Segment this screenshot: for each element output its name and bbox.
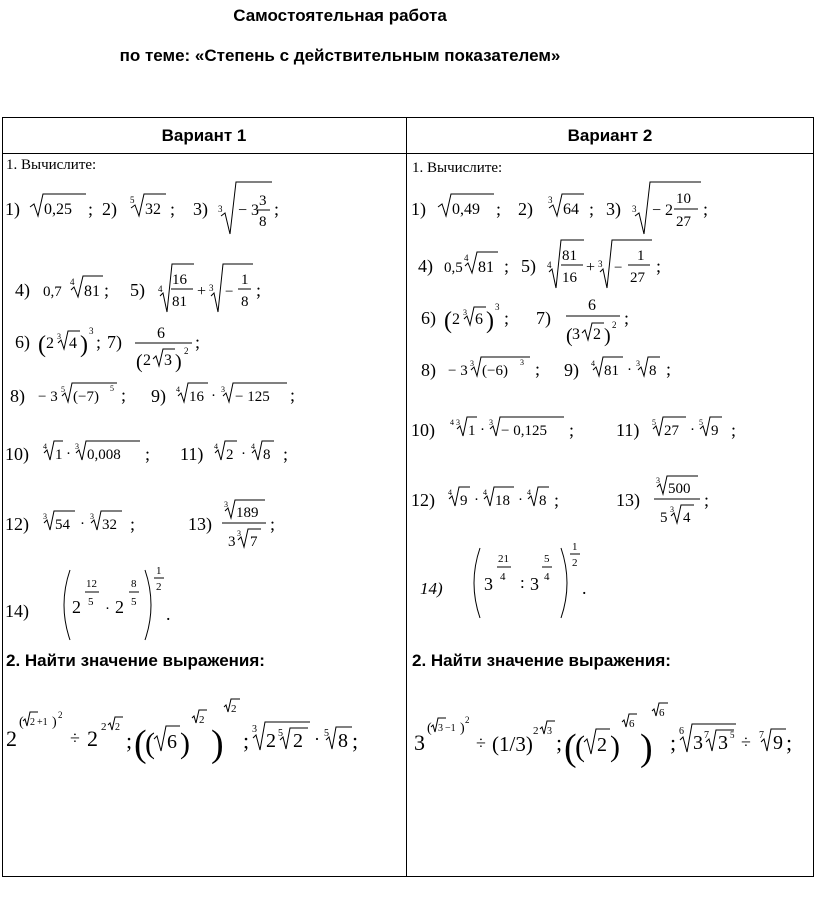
- v1-problem-13: [188, 500, 275, 550]
- v1-problem-10: [5, 441, 150, 465]
- v2-idx3: 3: [632, 204, 637, 214]
- v2-sep3: ;: [703, 199, 709, 219]
- v2-e14anum: 21: [498, 553, 509, 565]
- v2-r11b: 9: [711, 423, 719, 439]
- v2-expr-semi2: ;: [670, 730, 677, 755]
- v1-e14num: 1: [156, 565, 162, 577]
- v2-expr-b-exp-r: 3: [547, 726, 552, 737]
- v1-r3den: 8: [259, 214, 267, 230]
- v2-n2: 2): [518, 199, 533, 219]
- v1-expr-e-idx: 5: [324, 728, 329, 739]
- v2-problem-1: [411, 194, 501, 220]
- v2-exp7: 2: [612, 320, 617, 330]
- v1-r5den2: 8: [241, 294, 249, 310]
- v1-idx13a: 3: [224, 500, 228, 509]
- v2-expr-e-idx: 7: [759, 730, 764, 741]
- v2-problem-10: [411, 417, 574, 441]
- v2-expr-semi3: ;: [786, 730, 793, 755]
- v1-r4: 81: [84, 283, 100, 300]
- v2-e14bden: 4: [544, 571, 550, 583]
- v1-problem-11: [180, 441, 288, 465]
- v2-dot12a: ·: [474, 492, 479, 508]
- v1-expr-a-base: 2: [6, 726, 17, 751]
- v2-c8: − 3: [448, 363, 468, 379]
- v2-n5: 5): [521, 256, 536, 276]
- v2-e14den: 2: [572, 557, 578, 569]
- v2-expr-c-in: 2: [597, 734, 607, 756]
- v1-r5minus: −: [225, 284, 234, 300]
- v1-c6: 2: [46, 335, 54, 352]
- v2-idx12c: 4: [527, 488, 531, 497]
- v1-c13: 3: [228, 534, 236, 550]
- v2-sep14: .: [582, 578, 587, 598]
- v2-n8: 8): [421, 360, 436, 380]
- v2-expr-d-idx2: 7: [704, 730, 709, 741]
- v1-sep13: ;: [270, 514, 276, 534]
- variant1-title: Вариант 1: [161, 126, 247, 145]
- v2-problem-4: [418, 252, 509, 277]
- v2-r3den: 27: [676, 214, 691, 230]
- v2-sep13: ;: [704, 490, 710, 510]
- v1-sep9: ;: [290, 385, 296, 405]
- v2-r5den2: 27: [630, 270, 645, 286]
- v2-n1: 1): [411, 199, 426, 219]
- v2-r3num: 10: [676, 191, 691, 207]
- v2-problem-2: [518, 194, 594, 220]
- v1-idx5a: 4: [158, 284, 163, 294]
- v2-sep4: ;: [504, 256, 510, 276]
- v2-expr-d-in: 3: [718, 732, 728, 754]
- v1-r3a: − 3: [238, 202, 260, 219]
- variant1-task1-label: 1. Вычислите:: [6, 157, 97, 173]
- v2-idx6: 3: [463, 308, 467, 317]
- svg-text:(: (: [134, 723, 147, 765]
- v1-expr-b-base: 2: [87, 726, 98, 751]
- v2-exp8: 3: [520, 358, 524, 367]
- v1-expr-a-exp-in: 2: [30, 717, 35, 728]
- v1-r1: 0,25: [44, 201, 72, 218]
- svg-text:(: (: [566, 325, 573, 347]
- v2-colon14: :: [520, 573, 525, 592]
- v1-sep12: ;: [130, 514, 136, 534]
- v2-problem-3: [606, 182, 708, 234]
- v2-idx13a: 3: [656, 476, 660, 485]
- v2-idx9a: 4: [591, 359, 595, 368]
- v2-expr-d-pow: 5: [730, 730, 735, 740]
- v2-expr-a-exp-pow: 2: [465, 715, 470, 725]
- v2-problem-9: [564, 357, 671, 381]
- v1-r5num: 16: [172, 272, 187, 288]
- v1-n6: 6): [15, 332, 30, 352]
- v2-n12: 12): [411, 490, 435, 510]
- v1-exp7: 2: [184, 346, 189, 356]
- v2-plus5: +: [586, 259, 596, 276]
- v1-r2: 32: [145, 201, 161, 218]
- v1-n12: 12): [5, 514, 29, 534]
- v1-c4: 0,7: [43, 284, 62, 300]
- v1-expr-d-idx: 3: [252, 724, 257, 735]
- v1-problem-1: [5, 194, 93, 220]
- v1-expr-e-in: 8: [338, 730, 348, 752]
- v1-c7: 2: [143, 352, 151, 369]
- v1-r5den: 81: [172, 294, 187, 310]
- v1-problem-9: [151, 383, 295, 407]
- v2-n10: 10): [411, 420, 435, 440]
- v1-sep3: ;: [274, 199, 280, 219]
- v1-idx4: 4: [70, 277, 75, 287]
- svg-text:): ): [211, 723, 224, 765]
- v2-e14aden: 4: [500, 571, 506, 583]
- v1-problem-14: [5, 565, 171, 640]
- v1-idx10b: 3: [75, 442, 79, 451]
- v1-expr-semi2: ;: [243, 728, 250, 753]
- v1-expr-a-exp-plus: +1: [37, 717, 48, 728]
- v1-idx5b: 3: [209, 283, 214, 293]
- svg-text:): ): [80, 332, 88, 358]
- v2-exp6: 3: [495, 302, 500, 312]
- v1-n14: 14): [5, 601, 29, 621]
- v1-sep2: ;: [170, 199, 176, 219]
- v2-n13: 13): [616, 490, 640, 510]
- v1-expr-d-idx2: 5: [278, 728, 283, 739]
- v1-idx9b: 3: [221, 385, 225, 394]
- v1-dot11: ·: [241, 446, 246, 462]
- v1-n10: 10): [5, 444, 29, 464]
- v1-num7: 6: [157, 325, 165, 342]
- v2-n3: 3): [606, 199, 621, 219]
- v2-e14bnum: 5: [544, 553, 550, 565]
- variant2-task2-label: 2. Найти значение выражения:: [412, 651, 671, 670]
- v1-sep1: ;: [88, 199, 94, 219]
- variant2-expression: [406, 690, 814, 790]
- v1-expr-b-exp: 2: [101, 721, 107, 733]
- v2-r1: 0,49: [452, 201, 480, 218]
- v1-idx12a: 3: [43, 512, 47, 521]
- v1-dot12: ·: [80, 516, 85, 532]
- v1-idx6: 3: [57, 332, 61, 341]
- v2-sep5: ;: [656, 256, 662, 276]
- v2-expr-b: (1/3): [492, 732, 533, 756]
- v1-dot9: ·: [211, 388, 216, 404]
- v2-c13: 5: [660, 510, 668, 526]
- v2-sep1: ;: [496, 199, 502, 219]
- v2-idx12b: 4: [483, 488, 487, 497]
- v2-r12b: 18: [495, 493, 510, 509]
- svg-text:(: (: [145, 727, 155, 760]
- v1-n7: 7): [107, 332, 122, 352]
- v2-idx13b: 3: [670, 505, 674, 514]
- v2-r9a: 81: [604, 363, 619, 379]
- v2-idx11a: 5: [652, 418, 656, 427]
- v2-b14b: 3: [530, 574, 539, 594]
- v1-dot14: ·: [105, 601, 110, 617]
- v2-dot11: ·: [690, 422, 695, 438]
- svg-text:): ): [604, 325, 611, 347]
- v2-idx10b: 3: [489, 418, 493, 427]
- v1-e14aden: 5: [88, 596, 94, 608]
- v2-problem-8: [421, 357, 540, 381]
- v2-problem-13: [616, 476, 709, 526]
- v2-problem-6: [421, 302, 509, 334]
- v2-sep10: ;: [569, 420, 575, 440]
- v2-sep12: ;: [554, 490, 560, 510]
- v2-r8: (−6): [482, 363, 508, 379]
- v2-n14: 14): [420, 579, 443, 598]
- v1-expr-c-exp1: 2: [199, 714, 205, 726]
- v2-r5num: 81: [562, 248, 577, 264]
- v2-idx2: 3: [548, 195, 553, 205]
- v1-e14bden: 5: [131, 596, 137, 608]
- v2-b14a: 3: [484, 574, 493, 594]
- v2-r13den: 4: [683, 510, 691, 526]
- v2-sep11: ;: [731, 420, 737, 440]
- v1-idx12b: 3: [90, 512, 94, 521]
- svg-text:(: (: [575, 730, 585, 763]
- v1-expr-d-in2: 2: [293, 730, 303, 752]
- v2-expr-d-c: 3: [693, 732, 703, 754]
- v2-idx5a: 4: [547, 260, 552, 270]
- v2-problem-7: [536, 297, 629, 347]
- v1-e14bnum: 8: [131, 578, 137, 590]
- v1-r9b: − 125: [235, 389, 270, 405]
- v2-expr-c-exp2: 6: [659, 707, 665, 719]
- v1-idx9a: 4: [176, 385, 180, 394]
- v1-e14den: 2: [156, 581, 162, 593]
- v1-expr-dot: ·: [314, 729, 320, 749]
- v1-expr-d-in1: 2: [266, 730, 276, 752]
- v1-expr-div: ÷: [70, 728, 80, 748]
- v1-e14anum: 12: [86, 578, 97, 590]
- v1-expr-c-in: 6: [167, 731, 177, 753]
- svg-text:): ): [486, 308, 494, 334]
- v2-dot12b: ·: [518, 492, 523, 508]
- v1-r5num2: 1: [241, 272, 249, 288]
- v2-dot10: ·: [480, 422, 485, 438]
- v1-r11a: 2: [226, 447, 234, 463]
- v1-sep14: .: [166, 604, 171, 624]
- v1-n3: 3): [193, 199, 208, 219]
- v2-r12a: 9: [460, 493, 468, 509]
- v1-n11: 11): [180, 444, 204, 464]
- svg-text:): ): [52, 715, 57, 730]
- v1-expr-semi1: ;: [126, 728, 133, 753]
- svg-text:(: (: [564, 727, 577, 769]
- v1-r12a: 54: [55, 517, 70, 533]
- v2-idx11b: 5: [699, 418, 703, 427]
- v2-expr-b-exp: 2: [533, 725, 539, 737]
- svg-text:): ): [460, 721, 465, 736]
- v1-expr-semi3: ;: [352, 728, 359, 753]
- v1-n5: 5): [130, 280, 145, 300]
- v1-r13den: 7: [250, 534, 258, 550]
- v2-idx9b: 3: [636, 359, 640, 368]
- v2-idx12a: 4: [448, 488, 452, 497]
- variant2-task1-label: 1. Вычислите:: [412, 160, 503, 176]
- v1-exp6: 3: [89, 326, 94, 336]
- v1-b14a: 2: [72, 597, 81, 617]
- v1-idx11a: 4: [214, 442, 218, 451]
- svg-text:): ): [180, 727, 190, 760]
- v2-c7: 3: [572, 326, 580, 343]
- v2-r13num: 500: [668, 481, 691, 497]
- v2-r7: 2: [593, 326, 601, 343]
- v2-expr-d-idx: 6: [679, 726, 684, 737]
- v2-r6: 6: [475, 311, 483, 328]
- svg-text:(: (: [427, 721, 432, 736]
- svg-text:): ): [640, 727, 653, 769]
- header-line2: по теме: «Степень с действительным показателем»: [119, 46, 561, 65]
- v1-sep6: ;: [96, 332, 102, 352]
- v2-r10b: − 0,125: [501, 423, 547, 439]
- variant1-problems: [0, 150, 406, 650]
- v2-expr-a-exp-minus: −1: [445, 723, 456, 734]
- v2-r9b: 8: [649, 363, 657, 379]
- v1-idx11b: 4: [251, 442, 255, 451]
- v1-n8: 8): [10, 386, 25, 406]
- v1-problem-4: [15, 276, 109, 301]
- v1-n4: 4): [15, 280, 30, 300]
- v1-plus5: +: [197, 283, 207, 300]
- v2-problem-5: [521, 240, 661, 288]
- v2-idx4: 4: [464, 253, 469, 263]
- v2-sep2: ;: [589, 199, 595, 219]
- svg-text:): ): [175, 351, 182, 373]
- svg-text:(: (: [38, 332, 46, 358]
- v2-r5minus: −: [614, 260, 623, 276]
- header-line1: Самостоятельная работа: [233, 6, 447, 25]
- v1-sep7: ;: [195, 332, 201, 352]
- v2-n6: 6): [421, 308, 436, 328]
- v1-r13num: 189: [236, 505, 259, 521]
- v2-expr-a-base: 3: [414, 730, 425, 755]
- v2-n4: 4): [418, 256, 433, 276]
- v1-idx10a: 4: [43, 442, 47, 451]
- v2-r2: 64: [563, 201, 579, 218]
- v1-n2: 2): [102, 199, 117, 219]
- v1-c8: − 3: [38, 389, 58, 405]
- v1-r3num: 3: [259, 193, 267, 209]
- v1-r6: 4: [69, 335, 77, 352]
- v2-expr-div: ÷: [476, 733, 486, 753]
- variant2-problems: [406, 150, 814, 650]
- v2-dot9: ·: [627, 362, 632, 378]
- v2-problem-11: [616, 417, 736, 441]
- v2-idx10a: 3: [456, 418, 460, 427]
- v1-problem-12: [5, 511, 135, 535]
- v1-n13: 13): [188, 514, 212, 534]
- v2-problem-12: [411, 487, 559, 511]
- v2-r5den: 16: [562, 270, 577, 286]
- v1-r12b: 32: [102, 517, 117, 533]
- v2-n7: 7): [536, 308, 551, 328]
- svg-text:(: (: [19, 715, 24, 730]
- v2-idx8: 3: [470, 359, 474, 368]
- v2-n9: 9): [564, 360, 579, 380]
- v1-problem-8: [10, 383, 126, 407]
- v2-r10a: 1: [468, 423, 476, 439]
- v1-idx13b: 3: [237, 529, 241, 538]
- v1-n9: 9): [151, 386, 166, 406]
- v1-expr-c-exp2: 2: [231, 703, 237, 715]
- v1-n1: 1): [5, 199, 20, 219]
- v1-problem-5: [130, 264, 261, 312]
- v2-idx5b: 3: [598, 259, 603, 269]
- v1-r8: (−7): [73, 389, 99, 405]
- v1-problem-2: [102, 194, 175, 220]
- v2-r4: 81: [478, 259, 494, 276]
- v2-r12c: 8: [539, 493, 547, 509]
- v2-c6: 2: [452, 311, 460, 328]
- v1-r9a: 16: [189, 389, 204, 405]
- v2-r5num2: 1: [637, 248, 645, 264]
- svg-text:(: (: [444, 308, 452, 334]
- variant2-title: Вариант 2: [567, 126, 653, 145]
- v2-expr-e-in: 9: [773, 732, 783, 754]
- v2-c4: 0,5: [444, 260, 463, 276]
- v2-expr-div2: ÷: [741, 732, 751, 752]
- v2-problem-14: [420, 541, 587, 618]
- v2-num7: 6: [588, 297, 596, 314]
- v1-sep8: ;: [121, 385, 127, 405]
- svg-text:): ): [610, 730, 620, 763]
- v1-expr-b-exp-r: 2: [115, 722, 120, 733]
- v1-sep5: ;: [256, 280, 262, 300]
- v1-sep4: ;: [104, 280, 110, 300]
- v2-r11a: 27: [664, 423, 679, 439]
- v1-expr-a-exp-pow: 2: [58, 710, 63, 720]
- v1-problem-7: [107, 325, 200, 373]
- svg-text:(: (: [136, 351, 143, 373]
- v1-exp8: 5: [110, 384, 114, 393]
- v1-b14b: 2: [115, 597, 124, 617]
- v2-expr-a-exp-in: 3: [438, 723, 443, 734]
- v1-r10b: 0,008: [87, 447, 121, 463]
- v1-dot10: ·: [66, 446, 71, 462]
- variant1-task2-label: 2. Найти значение выражения:: [6, 651, 265, 670]
- v2-n11: 11): [616, 420, 640, 440]
- v1-idx2: 5: [130, 195, 135, 205]
- v1-r7: 3: [164, 352, 172, 369]
- v2-sep8: ;: [535, 359, 541, 379]
- v2-e14num: 1: [572, 541, 578, 553]
- v2-r3a: − 2: [652, 202, 674, 219]
- v2-sep9: ;: [666, 359, 672, 379]
- v2-sep6: ;: [504, 308, 510, 328]
- variant1-expression: [0, 690, 406, 790]
- v2-sep7: ;: [624, 308, 630, 328]
- v1-sep10: ;: [145, 444, 151, 464]
- v1-sep11: ;: [283, 444, 289, 464]
- v2-expr-semi1: ;: [556, 730, 563, 755]
- v1-idx3: 3: [218, 204, 223, 214]
- v1-r10a: 1: [55, 447, 63, 463]
- v1-idx8: 5: [61, 385, 65, 394]
- v1-problem-3: [193, 182, 279, 234]
- v1-problem-6: [15, 326, 101, 358]
- v2-expr-c-exp1: 6: [629, 718, 635, 730]
- v1-r11b: 8: [263, 447, 271, 463]
- v2-c10: 4: [450, 418, 454, 427]
